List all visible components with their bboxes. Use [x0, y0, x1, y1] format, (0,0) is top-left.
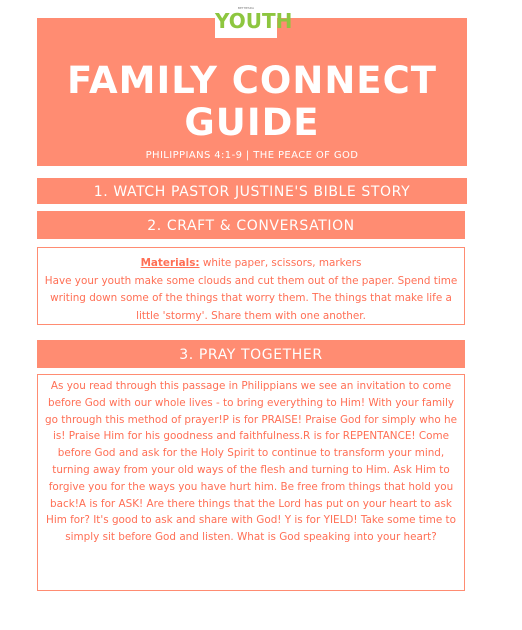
title-line-1: FAMILY CONNECT	[67, 59, 437, 102]
title-line-2: GUIDE	[184, 101, 320, 144]
prayer-box	[37, 374, 465, 591]
logo-wordmark: YOUTH	[215, 9, 293, 33]
section-heading-pray: 3. PRAY TOGETHER	[37, 340, 465, 368]
craft-box	[37, 247, 465, 325]
section-heading-watch: 1. WATCH PASTOR JUSTINE'S BIBLE STORY	[37, 178, 467, 204]
materials-label: Materials:	[140, 257, 200, 269]
craft-instructions: Have your youth make some clouds and cut them out of the paper. Spend time writing down some of the things that worry them. The things that make life a little 'stormy'. Share them with one another.	[44, 274, 458, 322]
youth-logo	[215, 4, 293, 38]
logo-tagline: BETHESDA	[237, 6, 255, 10]
section-heading-craft: 2. CRAFT & CONVERSATION	[37, 211, 465, 239]
page-title	[37, 60, 467, 144]
prayer-body: As you read through this passage in Philippians we see an invitation to come before God with our whole lives - to bring everything to Him! With your family go through this method of prayer!P is for PRAISE! Praise God for simply who he is! Praise Him for his goodness and faithfulness.R is for REPENTANCE! Come before God and ask for the Holy Spirit to continue to transform your mind, turning away from your old ways of the flesh and turning to Him. Ask Him to forgive you for the ways you have hurt him. Be free from things that hold you back!A is for ASK! Are there things that the Lord has put on your heart to ask Him for? It's good to ask and share with God! Y is for YIELD! Take some time to simply sit before God and listen. What is God speaking into your heart?	[45, 380, 457, 544]
materials-list: white paper, scissors, markers	[199, 257, 362, 269]
materials-line	[38, 255, 464, 273]
scripture-subtitle: PHILIPPIANS 4:1-9 | THE PEACE OF GOD	[145, 150, 359, 161]
title-banner	[37, 18, 467, 166]
